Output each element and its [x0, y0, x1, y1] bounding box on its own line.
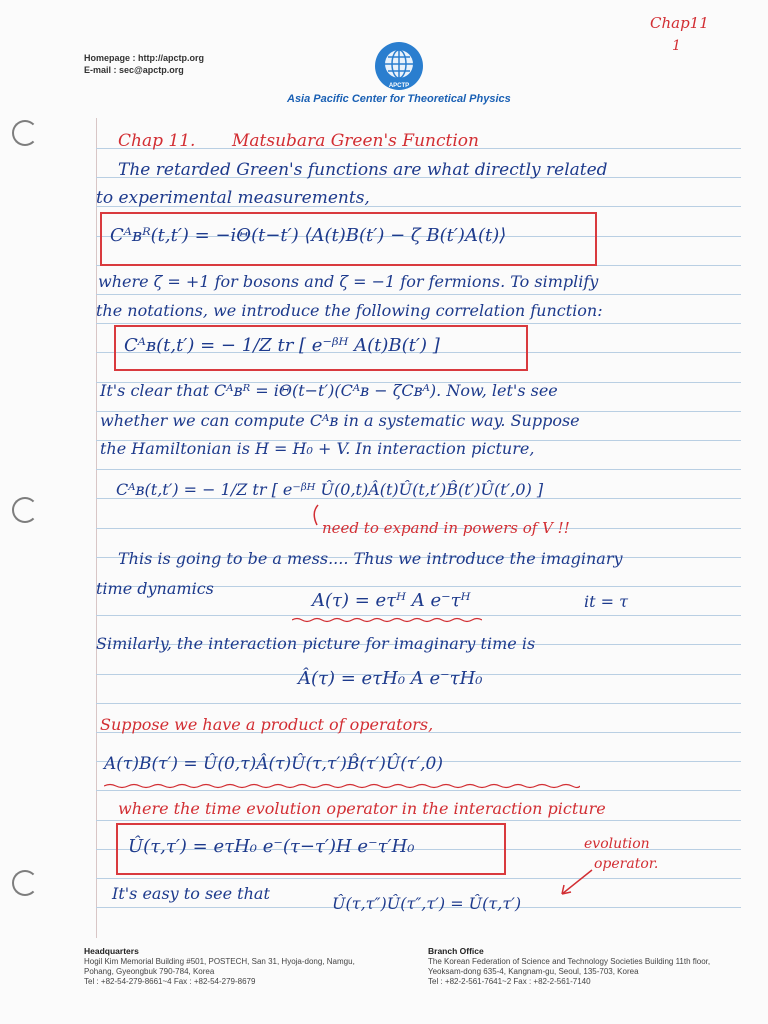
email-text: E-mail : sec@apctp.org: [84, 65, 184, 75]
wavy-underline: [104, 783, 580, 789]
organization-name: Asia Pacific Center for Theoretical Physics: [287, 93, 511, 105]
note-line: the notations, we introduce the following correlation function:: [96, 301, 603, 320]
annotation-arrow: [556, 866, 596, 900]
binder-hole: [12, 870, 38, 896]
ruled-line: [96, 323, 741, 324]
note-line: The retarded Green's functions are what directly related: [118, 160, 608, 180]
note-line: the Hamiltonian is H = H₀ + V. In interaction picture,: [100, 439, 535, 458]
corner-chapter: Chap11: [650, 14, 709, 32]
note-line: Similarly, the interaction picture for imaginary time is: [96, 634, 536, 653]
evolution-note: operator.: [594, 856, 659, 872]
retarded-green-function: Cᴬʙᴿ(t,t′) = −iΘ(t−t′) ⟨A(t)B(t′) − ζ B(t′)A(t)⟩: [110, 225, 507, 246]
hq-address-line: Pohang, Gyeongbuk 790-784, Korea: [84, 967, 215, 976]
interaction-picture-operator: Â(τ) = eτH₀ A e⁻τH₀: [298, 668, 483, 689]
ruled-line: [96, 469, 741, 470]
ruled-line: [96, 703, 741, 704]
topic-title: Matsubara Green's Function: [232, 131, 479, 151]
ruled-line: [96, 878, 741, 879]
note-line: where ζ = +1 for bosons and ζ = −1 for fermions. To simplify: [98, 272, 599, 291]
expansion-note: need to expand in powers of V !!: [322, 519, 570, 537]
imaginary-time-relation: it = τ: [584, 592, 628, 611]
note-line: This is going to be a mess.... Thus we introduce the imaginary: [118, 549, 623, 568]
imaginary-time-operator: A(τ) = eτᴴ A e⁻τᴴ: [312, 590, 471, 611]
branch-title: Branch Office: [428, 946, 484, 956]
footer-branch-office: [428, 946, 710, 987]
correlation-function: Cᴬʙ(t,t′) = − 1/Z tr [ e⁻ᵝᴴ A(t)B(t′) ]: [124, 335, 440, 356]
note-line: to experimental measurements,: [96, 188, 370, 208]
note-line-red: where the time evolution operator in the interaction picture: [118, 799, 606, 818]
hq-title: Headquarters: [84, 946, 139, 956]
chapter-title: Chap 11.: [118, 131, 196, 151]
ruled-line: [96, 790, 741, 791]
operator-product-equation: A(τ)B(τ′) = Û(0,τ)Â(τ)Û(τ,τ′)B̂(τ′)Û(τ′,0): [104, 754, 443, 774]
branch-phone: Tel : +82-2-561-7641~2 Fax : +82-2-561-7140: [428, 977, 591, 986]
note-line: time dynamics: [96, 579, 214, 598]
time-evolution-operator: Û(τ,τ′) = eτH₀ e⁻(τ−τ′)H e⁻τ′H₀: [128, 836, 415, 857]
note-line: It's clear that Cᴬʙᴿ = iΘ(t−t′)(Cᴬʙ − ζCʙᴬ). Now, let's see: [100, 381, 558, 400]
note-line: It's easy to see that: [112, 884, 270, 903]
binder-hole: [12, 497, 38, 523]
homepage-text: Homepage : http://apctp.org: [84, 53, 204, 63]
footer-headquarters: [84, 946, 355, 987]
composition-rule: Û(τ,τ″)Û(τ″,τ′) = Û(τ,τ′): [332, 894, 522, 913]
ruled-line: [96, 820, 741, 821]
hq-address-line: Hogil Kim Memorial Building #501, POSTECH, San 31, Hyoja-dong, Namgu,: [84, 957, 355, 966]
wavy-underline: [292, 617, 482, 623]
note-line-red: Suppose we have a product of operators,: [100, 715, 434, 734]
corner-page: 1: [672, 38, 681, 54]
ruled-line: [96, 615, 741, 616]
branch-address-line: The Korean Federation of Science and Technology Societies Building 11th floor,: [428, 957, 711, 966]
apctp-logo: [373, 40, 425, 92]
interaction-picture-equation: Cᴬʙ(t,t′) = − 1/Z tr [ e⁻ᵝᴴ Û(0,t)Â(t)Û(t,t′)B̂(t′)Û(t′,0) ]: [116, 480, 544, 499]
branch-address-line: Yeoksam-dong 635-4, Kangnam-gu, Seoul, 135-703, Korea: [428, 967, 639, 976]
evolution-note: evolution: [584, 836, 650, 852]
hq-phone: Tel : +82-54-279-8661~4 Fax : +82-54-279-8679: [84, 977, 256, 986]
ruled-line: [96, 294, 741, 295]
binder-hole: [12, 120, 38, 146]
note-line: whether we can compute Cᴬʙ in a systematic way. Suppose: [100, 411, 580, 430]
logo-text: APCTP: [388, 83, 410, 89]
